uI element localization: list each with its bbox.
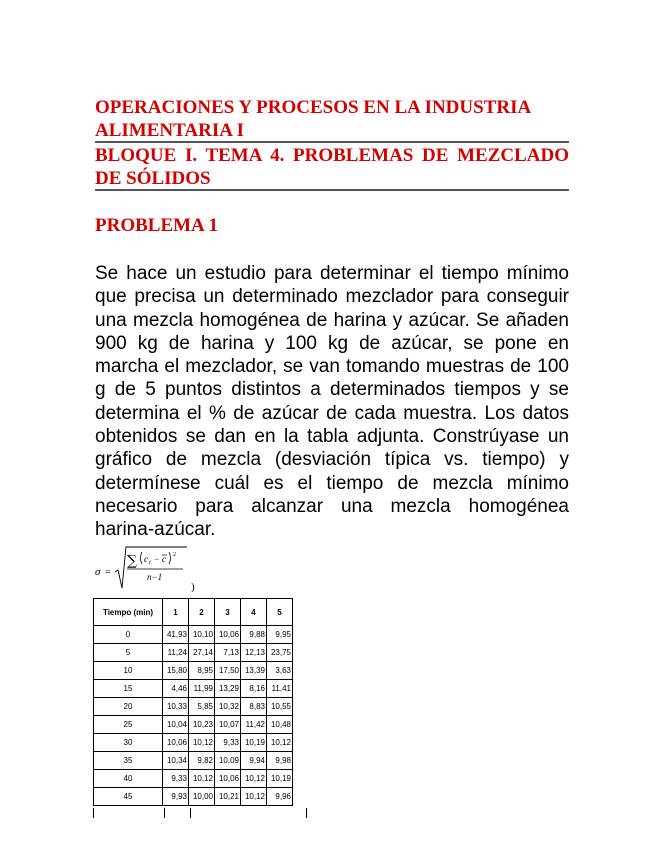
formula-denominator: n−1 <box>147 572 163 582</box>
formula-square: 2 <box>173 552 176 558</box>
block-divider <box>95 189 569 191</box>
sugar-percent-cell: 10,19 <box>241 734 267 752</box>
sugar-percent-cell: 9,98 <box>267 752 293 770</box>
table-header-cell: 2 <box>189 599 215 626</box>
time-cell: 35 <box>94 752 163 770</box>
sugar-percent-cell: 10,06 <box>215 770 241 788</box>
time-cell: 25 <box>94 716 163 734</box>
table-row <box>94 734 293 752</box>
time-cell: 15 <box>94 680 163 698</box>
sugar-percent-cell: 10,12 <box>189 770 215 788</box>
sugar-percent-cell: 10,23 <box>189 716 215 734</box>
sugar-percent-cell: 8,83 <box>241 698 267 716</box>
sugar-percent-cell: 10,07 <box>215 716 241 734</box>
time-cell: 40 <box>94 770 163 788</box>
sugar-percent-cell: 10,12 <box>241 788 267 806</box>
table-header-cell: 5 <box>267 599 293 626</box>
table-header-cell: 4 <box>241 599 267 626</box>
sugar-percent-cell: 10,12 <box>267 734 293 752</box>
formula-equals: = <box>105 567 111 578</box>
sugar-percent-cell: 13,39 <box>241 662 267 680</box>
sugar-percent-cell: 15,80 <box>163 662 189 680</box>
sugar-percent-cell: 41,93 <box>163 626 189 644</box>
table-row <box>94 770 293 788</box>
table-row <box>94 698 293 716</box>
table-row <box>94 716 293 734</box>
table-row <box>94 752 293 770</box>
sugar-percent-cell: 10,06 <box>163 734 189 752</box>
sugar-percent-cell: 10,32 <box>215 698 241 716</box>
table-header-row <box>94 599 293 626</box>
sugar-percent-cell: 10,12 <box>189 734 215 752</box>
sugar-percent-cell: 10,21 <box>215 788 241 806</box>
sugar-percent-cell: 8,16 <box>241 680 267 698</box>
table-continuation <box>93 808 307 818</box>
sugar-percent-cell: 10,33 <box>163 698 189 716</box>
sugar-percent-cell: 10,55 <box>267 698 293 716</box>
sugar-percent-cell: 9,93 <box>163 788 189 806</box>
sugar-percent-cell: 11,41 <box>267 680 293 698</box>
sugar-percent-cell: 10,09 <box>215 752 241 770</box>
table-row <box>94 644 293 662</box>
table-row <box>94 788 293 806</box>
time-cell: 5 <box>94 644 163 662</box>
sugar-percent-cell: 10,04 <box>163 716 189 734</box>
table-header-cell: Tiempo (min) <box>94 599 163 626</box>
sugar-percent-cell: 11,24 <box>163 644 189 662</box>
formula-close-paren <box>169 552 171 564</box>
sugar-percent-cell: 10,00 <box>189 788 215 806</box>
block-heading: BLOQUE I. TEMA 4. PROBLEMAS DE MEZCLADO DE SÓLIDOS <box>95 145 569 189</box>
time-cell: 20 <box>94 698 163 716</box>
sugar-percent-cell: 8,95 <box>189 662 215 680</box>
sugar-percent-cell: 27,14 <box>189 644 215 662</box>
time-cell: 0 <box>94 626 163 644</box>
sugar-percent-cell: 4,46 <box>163 680 189 698</box>
formula-minus: − <box>154 554 160 564</box>
sugar-percent-cell: 10,10 <box>189 626 215 644</box>
sugar-percent-cell: 11,99 <box>189 680 215 698</box>
formula-trailing-paren: ) <box>191 581 195 592</box>
time-cell: 10 <box>94 662 163 680</box>
table-header-cell: 1 <box>163 599 189 626</box>
formula-sum: ∑ <box>127 553 137 569</box>
document-title: OPERACIONES Y PROCESOS EN LA INDUSTRIA ALIMENTARIA I <box>95 97 531 141</box>
sugar-percent-cell: 9,33 <box>163 770 189 788</box>
time-cell: 30 <box>94 734 163 752</box>
sugar-percent-cell: 23,75 <box>267 644 293 662</box>
time-cell: 45 <box>94 788 163 806</box>
sugar-percent-cell: 10,48 <box>267 716 293 734</box>
sugar-percent-cell: 9,96 <box>267 788 293 806</box>
sugar-percent-cell: 10,19 <box>267 770 293 788</box>
table-header-cell: 3 <box>215 599 241 626</box>
sugar-percent-cell: 9,95 <box>267 626 293 644</box>
sugar-percent-cell: 3,63 <box>267 662 293 680</box>
sugar-percent-cell: 9,94 <box>241 752 267 770</box>
problem-heading: PROBLEMA 1 <box>95 215 218 236</box>
sugar-percent-cell: 9,88 <box>241 626 267 644</box>
formula-ci: c <box>144 554 148 564</box>
problem-statement: Se hace un estudio para determinar el tiempo mínimo que precisa un determinado mezclador para conseguir una mezcla homogénea de harina y azúcar. Se añaden 900 kg de harina y 100 kg de azúcar, se pone en marcha el mezclador, se van tomando muestras de 100 g de 5 puntos distintos a determinados tiempos y se determina el % de azúcar de cada muestra. Los datos obtenidos se dan en la tabla adjunta. Constrúyase un gráfico de mezcla (desviación típica vs. tiempo) y determínese cuál es el tiempo de mezcla mínimo necesario para alcanzar una mezcla homogénea harina-azúcar. <box>95 263 569 541</box>
sugar-percent-cell: 7,13 <box>215 644 241 662</box>
sugar-percent-cell: 5,85 <box>189 698 215 716</box>
table-row <box>94 662 293 680</box>
sugar-percent-cell: 17,50 <box>215 662 241 680</box>
sugar-percent-cell: 9,33 <box>215 734 241 752</box>
table-row <box>94 626 293 644</box>
std-deviation-formula <box>95 546 205 592</box>
sugar-percent-cell: 12,13 <box>241 644 267 662</box>
sugar-percent-cell: 9,82 <box>189 752 215 770</box>
sugar-percent-cell: 10,06 <box>215 626 241 644</box>
sugar-data-table <box>93 598 293 806</box>
sugar-percent-cell: 10,12 <box>241 770 267 788</box>
formula-cbar: c <box>162 554 166 564</box>
sugar-percent-cell: 13,29 <box>215 680 241 698</box>
sugar-percent-cell: 10,34 <box>163 752 189 770</box>
formula-open-paren <box>141 552 143 564</box>
sugar-percent-cell: 11,42 <box>241 716 267 734</box>
formula-sigma: σ <box>95 566 101 578</box>
title-divider <box>95 141 569 143</box>
table-row <box>94 680 293 698</box>
formula-sub-i: i <box>149 560 151 566</box>
